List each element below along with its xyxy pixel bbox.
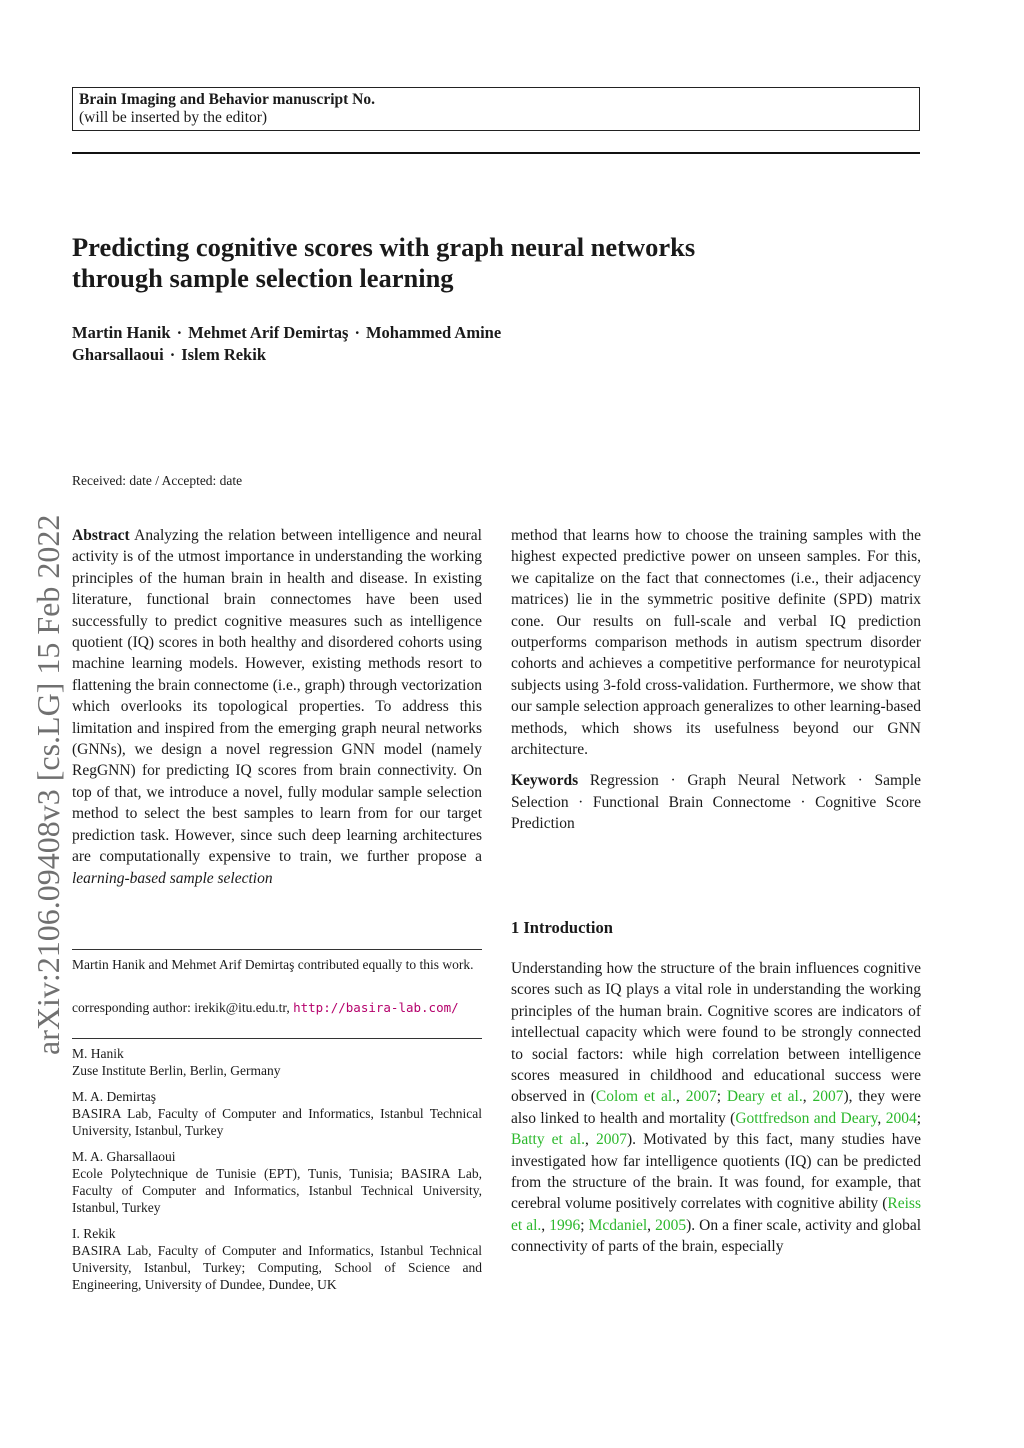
keywords-label: Keywords (511, 772, 579, 790)
footnote-equal (72, 956, 482, 973)
keywords (511, 770, 921, 834)
journal-name: Brain Imaging and Behavior manuscript No. (79, 91, 375, 108)
intro-text-1: Understanding how the structure of the brain influences cognitive scores such as IQ plays a vital role in understanding the working principles of the human brain. Cognitive scores are indicators of intellectual capacity which were found to be strongly connected to social factors: while high correlation between intelligence scores measured in childhood and educational success were observed in ( (511, 960, 921, 1106)
author-separator: · (169, 345, 176, 364)
abstract-continuation: method that learns how to choose the training samples with the highest expected predictive power on unseen samples. For this, we capitalize on the fact that connectomes (i.e., their adjacency matrices) lie in the symmetric positive definite (SPD) matrix cone. Our results on full-scale and verbal IQ prediction outperforms comparison methods in autism spectrum disorder cohorts and achieves a competitive performance for neurotypical subjects using 3-fold cross-validation. Furthermore, we show that our sample selection approach generalizes to other learning-based methods, which shows its usefulness beyond our GNN architecture. (511, 527, 921, 759)
citation-year-link[interactable]: 2007 (812, 1088, 844, 1106)
paper-title (72, 232, 932, 294)
affiliation-2-name: M. A. Demirtaş (72, 1089, 156, 1104)
affiliation-4-text: BASIRA Lab, Faculty of Computer and Informatics, Istanbul Technical University, Istanbul, Turkey; Computing, School of Science and Engineering, University of Dundee, Dundee, UK (72, 1243, 482, 1292)
corresponding-author: corresponding author: irekik@itu.edu.tr, (72, 1000, 290, 1015)
abstract-left-column (72, 525, 482, 889)
affiliation-3-text: Ecole Polytechnique de Tunisie (EPT), Tunis, Tunisia; BASIRA Lab, Faculty of Computer and Informatics, Istanbul Technical University, Istanbul, Turkey (72, 1166, 482, 1215)
abstract-right-column (511, 525, 921, 835)
citation-year-link[interactable]: 2007 (595, 1131, 627, 1149)
intro-text-3: ), they were also linked to health and mortality ( (511, 1088, 922, 1127)
author-3-cont: Gharsallaoui (72, 345, 164, 364)
citation-year-link[interactable]: 2004 (885, 1109, 917, 1127)
affiliation-2 (72, 1088, 482, 1139)
affiliation-4 (72, 1225, 482, 1293)
citation-year-link[interactable]: 2005 (655, 1216, 687, 1234)
citation-link[interactable]: Deary et al. (726, 1088, 803, 1106)
citation-separator: , (647, 1216, 656, 1234)
author-2: Mehmet Arif Demirtaş (188, 323, 349, 342)
received-date: Received: date / Accepted: date (72, 473, 243, 488)
author-1: Martin Hanik (72, 323, 171, 342)
affiliation-3-name: M. A. Gharsallaoui (72, 1149, 176, 1164)
citation-separator: , (541, 1216, 550, 1234)
citation-link[interactable]: Gottfredson and Deary (735, 1109, 878, 1127)
keywords-text: Regression · Graph Neural Network · Sample Selection · Functional Brain Connectome · Cognitive Score Prediction (511, 772, 921, 833)
abstract-italic-term: learning-based sample selection (72, 869, 273, 887)
citation-link[interactable]: Reiss et al. (511, 1195, 921, 1234)
header-rule (72, 152, 920, 154)
abstract-paragraph (72, 525, 482, 889)
citation-separator: , (676, 1088, 686, 1106)
intro-text-4: ; (916, 1109, 921, 1127)
affiliation-1 (72, 1045, 482, 1079)
citation-separator: , (802, 1088, 813, 1106)
citation-link[interactable]: Mcdaniel (588, 1216, 648, 1234)
citation-separator: , (877, 1109, 886, 1127)
intro-text-7: ). On a finer scale, activity and global connectivity of parts of the brain, especially (511, 1216, 922, 1256)
intro-text-2: ; (716, 1088, 727, 1106)
arxiv-stamp: arXiv:2106.09408v3 [cs.LG] 15 Feb 2022 (30, 514, 66, 1055)
footnote-rule-2 (72, 1038, 482, 1039)
citation-year-link[interactable]: 1996 (549, 1216, 581, 1234)
footnote-rule (72, 949, 482, 950)
author-separator: · (176, 323, 183, 342)
affiliation-1-text: Zuse Institute Berlin, Berlin, Germany (72, 1063, 281, 1078)
author-list (72, 322, 672, 366)
author-4: Islem Rekik (181, 345, 266, 364)
lab-url-link[interactable]: http://basira-lab.com/ (293, 1000, 459, 1015)
introduction-paragraph (511, 958, 921, 1258)
intro-text-6: ; (580, 1216, 589, 1234)
affiliation-2-text: BASIRA Lab, Faculty of Computer and Informatics, Istanbul Technical University, Istanbul, Turkey (72, 1106, 482, 1138)
affiliation-1-name: M. Hanik (72, 1046, 124, 1061)
abstract-text-1: Analyzing the relation between intelligence and neural activity is of the utmost importance in understanding the working principles of the human brain in health and disease. In existing literature, functional brain connectomes have been used successfully to predict cognitive measures such as intelligence quotient (IQ) scores in both healthy and disordered cohorts using machine learning models. However, existing methods resort to flattening the brain connectome (i.e., graph) through vectorization which overlooks its topological properties. To address this limitation and inspired from the emerging graph neural networks (GNNs), we design a novel regression GNN model (namely RegGNN) for predicting IQ scores from brain connectivity. On top of that, we introduce a novel, fully modular sample selection method to select the best samples to learn from for our target prediction task. However, since such deep learning architectures are computationally expensive to train, we further propose a (72, 527, 482, 866)
affiliation-4-name: I. Rekik (72, 1226, 116, 1241)
abstract-label: Abstract (72, 527, 130, 544)
citation-year-link[interactable]: 2007 (685, 1088, 717, 1106)
intro-text-5: ). Motivated by this fact, many studies have investigated how far intelligence quotients (IQ) can be predicted from the structure of the brain. It was found, for example, that cerebral volume positively correlates with cognitive ability ( (511, 1131, 922, 1213)
citation-link[interactable]: Colom et al. (595, 1088, 677, 1106)
editor-note: (will be inserted by the editor) (79, 109, 268, 126)
introduction-text (511, 958, 921, 1258)
author-3: Mohammed Amine (365, 323, 502, 342)
title-line-1: Predicting cognitive scores with graph neural networks (72, 232, 696, 262)
footnote-equal-text: Martin Hanik and Mehmet Arif Demirtaş contributed equally to this work. (72, 957, 474, 972)
section-heading-introduction: 1 Introduction (511, 918, 613, 937)
citation-separator: , (585, 1131, 596, 1149)
affiliation-3 (72, 1148, 482, 1216)
title-line-2: through sample selection learning (72, 263, 454, 293)
author-separator: · (354, 323, 360, 342)
journal-header-box (72, 87, 920, 131)
footnote-corresponding (72, 999, 482, 1016)
citation-link[interactable]: Batty et al. (511, 1131, 585, 1149)
